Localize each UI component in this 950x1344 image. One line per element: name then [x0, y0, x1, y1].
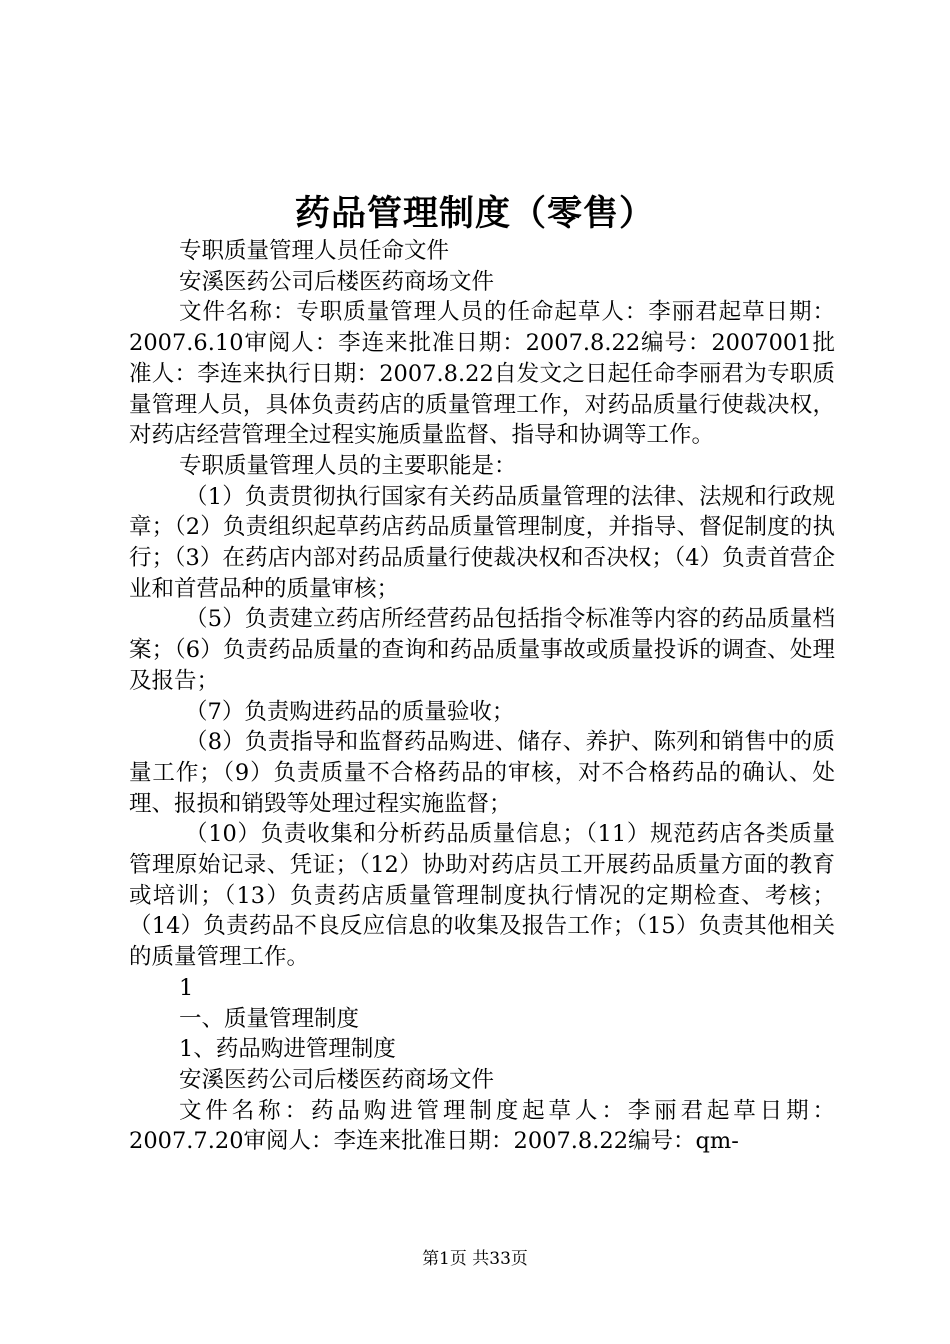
body-paragraph: 一、质量管理制度	[179, 1005, 360, 1032]
body-paragraph: （5）负责建立药店所经营药品包括指令标准等内容的药品质量档案；（6）负责药品质量的查询和药品质量事故或质量投诉的调查、处理及报告；	[129, 606, 835, 694]
body-paragraph: 1、药品购进管理制度	[179, 1036, 396, 1063]
body-paragraph: （1）负责贯彻执行国家有关药品质量管理的法律、法规和行政规章；（2）负责组织起草药店药品质量管理制度，并指导、督促制度的执行；（3）在药店内部对药品质量行使裁决权和否决权；（4）负责首营企业和首营品种的质量审核；	[129, 483, 835, 602]
document-body	[129, 236, 835, 1157]
body-paragraph: 1	[179, 974, 194, 1001]
body-paragraph: （7）负责购进药品的质量验收；	[185, 698, 515, 725]
body-paragraph: （8）负责指导和监督药品购进、储存、养护、陈列和销售中的质量工作；（9）负责质量不合格药品的审核，对不合格药品的确认、处理、报损和销毁等处理过程实施监督；	[129, 729, 835, 817]
body-paragraph: （10）负责收集和分析药品质量信息；（11）规范药店各类质量管理原始记录、凭证；（12）协助对药店员工开展药品质量方面的教育或培训；（13）负责药店质量管理制度执行情况的定期检查、考核；（14）负责药品不良反应信息的收集及报告工作；（15）负责其他相关的质量管理工作。	[129, 821, 835, 971]
document-title: 药品管理制度（零售）	[294, 193, 655, 234]
page-footer: 第1页 共33页	[422, 1249, 528, 1269]
body-paragraph: 安溪医药公司后楼医药商场文件	[179, 268, 495, 295]
body-paragraph: 专职质量管理人员的主要职能是：	[179, 452, 517, 479]
body-paragraph: 安溪医药公司后楼医药商场文件	[179, 1066, 495, 1093]
body-paragraph: 文件名称：药品购进管理制度起草人：李丽君起草日期：2007.7.20审阅人：李连来批准日期：2007.8.22编号：qm-	[129, 1097, 835, 1155]
body-paragraph: 文件名称：专职质量管理人员的任命起草人：李丽君起草日期：2007.6.10审阅人：李连来批准日期：2007.8.22编号：2007001批准人：李连来执行日期：2007.8.22自发文之日起任命李丽君为专职质量管理人员，具体负责药店的质量管理工作，对药品质量行使裁决权，对药店经营管理全过程实施质量监督、指导和协调等工作。	[129, 299, 835, 449]
body-paragraph: 专职质量管理人员任命文件	[179, 238, 450, 264]
